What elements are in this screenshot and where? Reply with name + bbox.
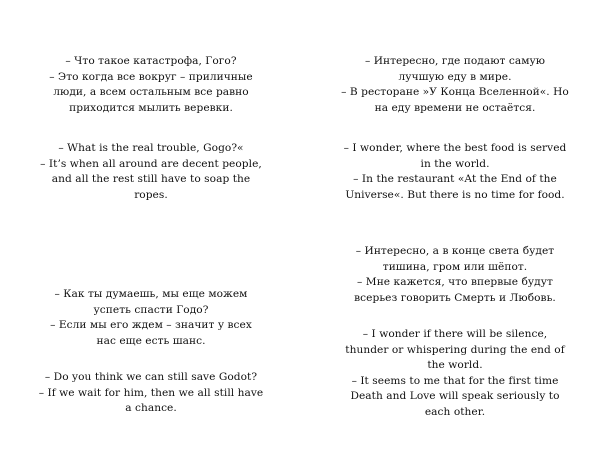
text-line: – Интересно, а в конце света будет [355,245,555,257]
text-line: – It’s when all around are decent people, [40,157,262,170]
text-line: всерьез говорить Смерть и Любовь. [354,291,556,304]
text-line: – Мне кажется, что впервые будут [357,276,553,289]
text-line: the world. [427,359,483,372]
text-line: thunder or whispering during the end of [345,343,565,356]
text-line: успеть спасти Годо? [93,303,209,316]
text-line: Universe«. But there is no time for food. [345,188,565,201]
text-line: – I wonder, where the best food is served [343,142,567,154]
dialogue-english-best-food [320,141,590,203]
dialogue-russian-catastrophe [25,54,277,116]
text-line: нас еще есть шанс. [96,334,206,347]
text-line: – I wonder if there will be silence, [362,328,548,340]
text-line: – Если мы его ждем – значит у всех [50,319,252,332]
text-line: на еду времени не остаётся. [374,101,536,114]
text-line: – What is the real trouble, Gogo?« [58,142,244,154]
dialogue-russian-best-food [320,54,590,116]
text-line: – В ресторане »У Конца Вселенной«. Но [341,86,569,99]
text-line: – Это когда все вокруг – приличные [49,70,253,83]
text-line: – It seems to me that for the first time [351,374,559,387]
text-line: – If we wait for him, then we all still have [38,386,264,399]
text-line: – Как ты думаешь, мы еще можем [54,288,248,300]
text-line: and all the rest still have to soap the [51,173,251,186]
text-line: – Интересно, где подают самую [364,55,546,67]
dialogue-english-end-of-world [320,327,590,421]
dialogue-russian-save-godot [25,287,277,349]
text-line: – In the restaurant «At the End of the [353,173,557,186]
text-line: тишина, гром или шёпот. [382,260,528,273]
dialogue-russian-end-of-world [320,244,590,306]
text-line: лучшую еду в мире. [398,70,512,83]
text-line: приходится мылить веревки. [69,101,233,114]
text-line: in the world. [420,157,490,170]
text-line: each other. [424,405,486,418]
text-line: Death and Love will speak seriously to [350,390,560,403]
text-line: люди, а всем остальным все равно [53,86,249,99]
text-line: – Что такое катастрофа, Гого? [65,55,237,67]
dialogue-english-save-godot [25,370,277,417]
text-line: ropes. [134,188,168,201]
text-line: a chance. [125,402,177,415]
dialogue-english-catastrophe [25,141,277,203]
text-line: – Do you think we can still save Godot? [44,371,258,383]
